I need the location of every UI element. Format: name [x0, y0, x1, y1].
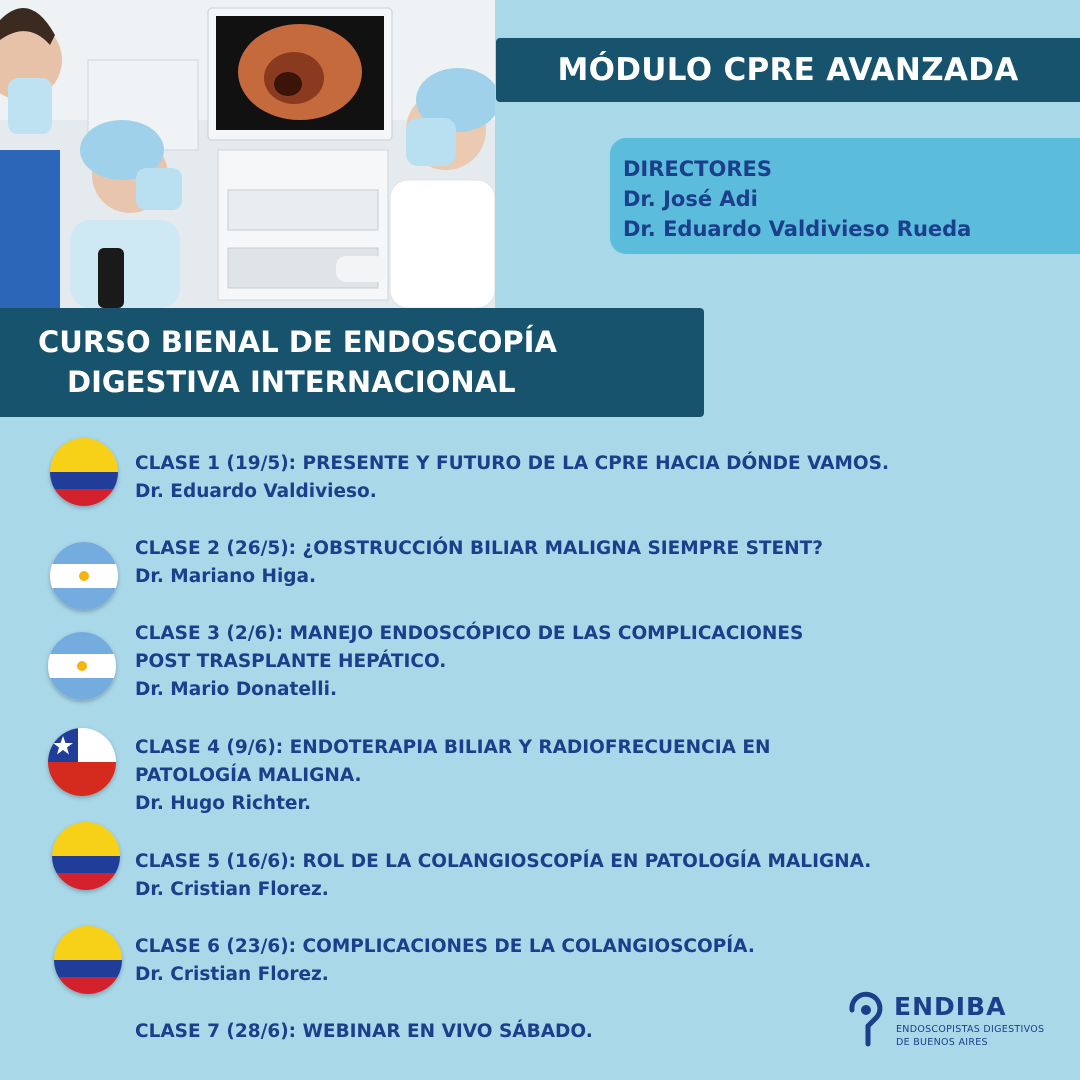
logo-name: ENDIBA [894, 992, 1007, 1021]
course-title-line: DIGESTIVA INTERNACIONAL [67, 365, 516, 399]
class-title: PATOLOGÍA MALIGNA. [135, 765, 362, 786]
argentina-flag-icon [50, 542, 118, 610]
logo-subtitle: ENDOSCOPISTAS DIGESTIVOS [896, 1024, 1045, 1035]
class-doctor: Dr. Cristian Florez. [135, 879, 329, 900]
colombia-flag-icon [50, 438, 118, 506]
endiba-logo [846, 990, 1056, 1054]
colombia-flag-icon [54, 926, 122, 994]
class-item [135, 933, 1035, 989]
class-doctor: Dr. Hugo Richter. [135, 793, 311, 814]
argentina-flag-icon [48, 632, 116, 700]
course-title-banner [0, 308, 704, 417]
class-item [135, 535, 1035, 591]
header-photo-endoscopy-team [0, 0, 495, 308]
module-title-banner [496, 38, 1080, 102]
class-title: CLASE 7 (28/6): WEBINAR EN VIVO SÁBADO. [135, 1021, 593, 1042]
class-item [135, 848, 1035, 904]
course-title-line: CURSO BIENAL DE ENDOSCOPÍA [38, 325, 557, 359]
class-title: CLASE 1 (19/5): PRESENTE Y FUTURO DE LA CPRE HACIA DÓNDE VAMOS. [135, 453, 889, 474]
class-title: CLASE 3 (2/6): MANEJO ENDOSCÓPICO DE LAS COMPLICACIONES [135, 623, 804, 644]
class-item [135, 450, 1035, 506]
class-title: CLASE 6 (23/6): COMPLICACIONES DE LA COLANGIOSCOPÍA. [135, 936, 755, 957]
class-title: POST TRASPLANTE HEPÁTICO. [135, 651, 447, 672]
class-doctor: Dr. Mariano Higa. [135, 566, 317, 587]
director-name: Dr. Eduardo Valdivieso Rueda [623, 217, 972, 241]
director-name: Dr. José Adi [623, 187, 758, 211]
class-doctor: Dr. Mario Donatelli. [135, 679, 337, 700]
class-doctor: Dr. Cristian Florez. [135, 964, 329, 985]
logo-subtitle: DE BUENOS AIRES [896, 1037, 988, 1048]
directors-box [610, 138, 1080, 254]
class-title: CLASE 2 (26/5): ¿OBSTRUCCIÓN BILIAR MALIGNA SIEMPRE STENT? [135, 538, 824, 559]
class-item [135, 734, 1035, 818]
colombia-flag-icon [52, 822, 120, 890]
endoscopy-room-illustration [0, 0, 495, 308]
class-title: CLASE 4 (9/6): ENDOTERAPIA BILIAR Y RADIOFRECUENCIA EN [135, 737, 771, 758]
class-doctor: Dr. Eduardo Valdivieso. [135, 481, 377, 502]
class-item [135, 620, 1035, 704]
endiba-logo-icon [846, 990, 890, 1050]
directors-heading: DIRECTORES [623, 157, 772, 181]
class-title: CLASE 5 (16/6): ROL DE LA COLANGIOSCOPÍA EN PATOLOGÍA MALIGNA. [135, 851, 872, 872]
module-title: MÓDULO CPRE AVANZADA [557, 52, 1019, 88]
chile-flag-icon [48, 728, 116, 796]
